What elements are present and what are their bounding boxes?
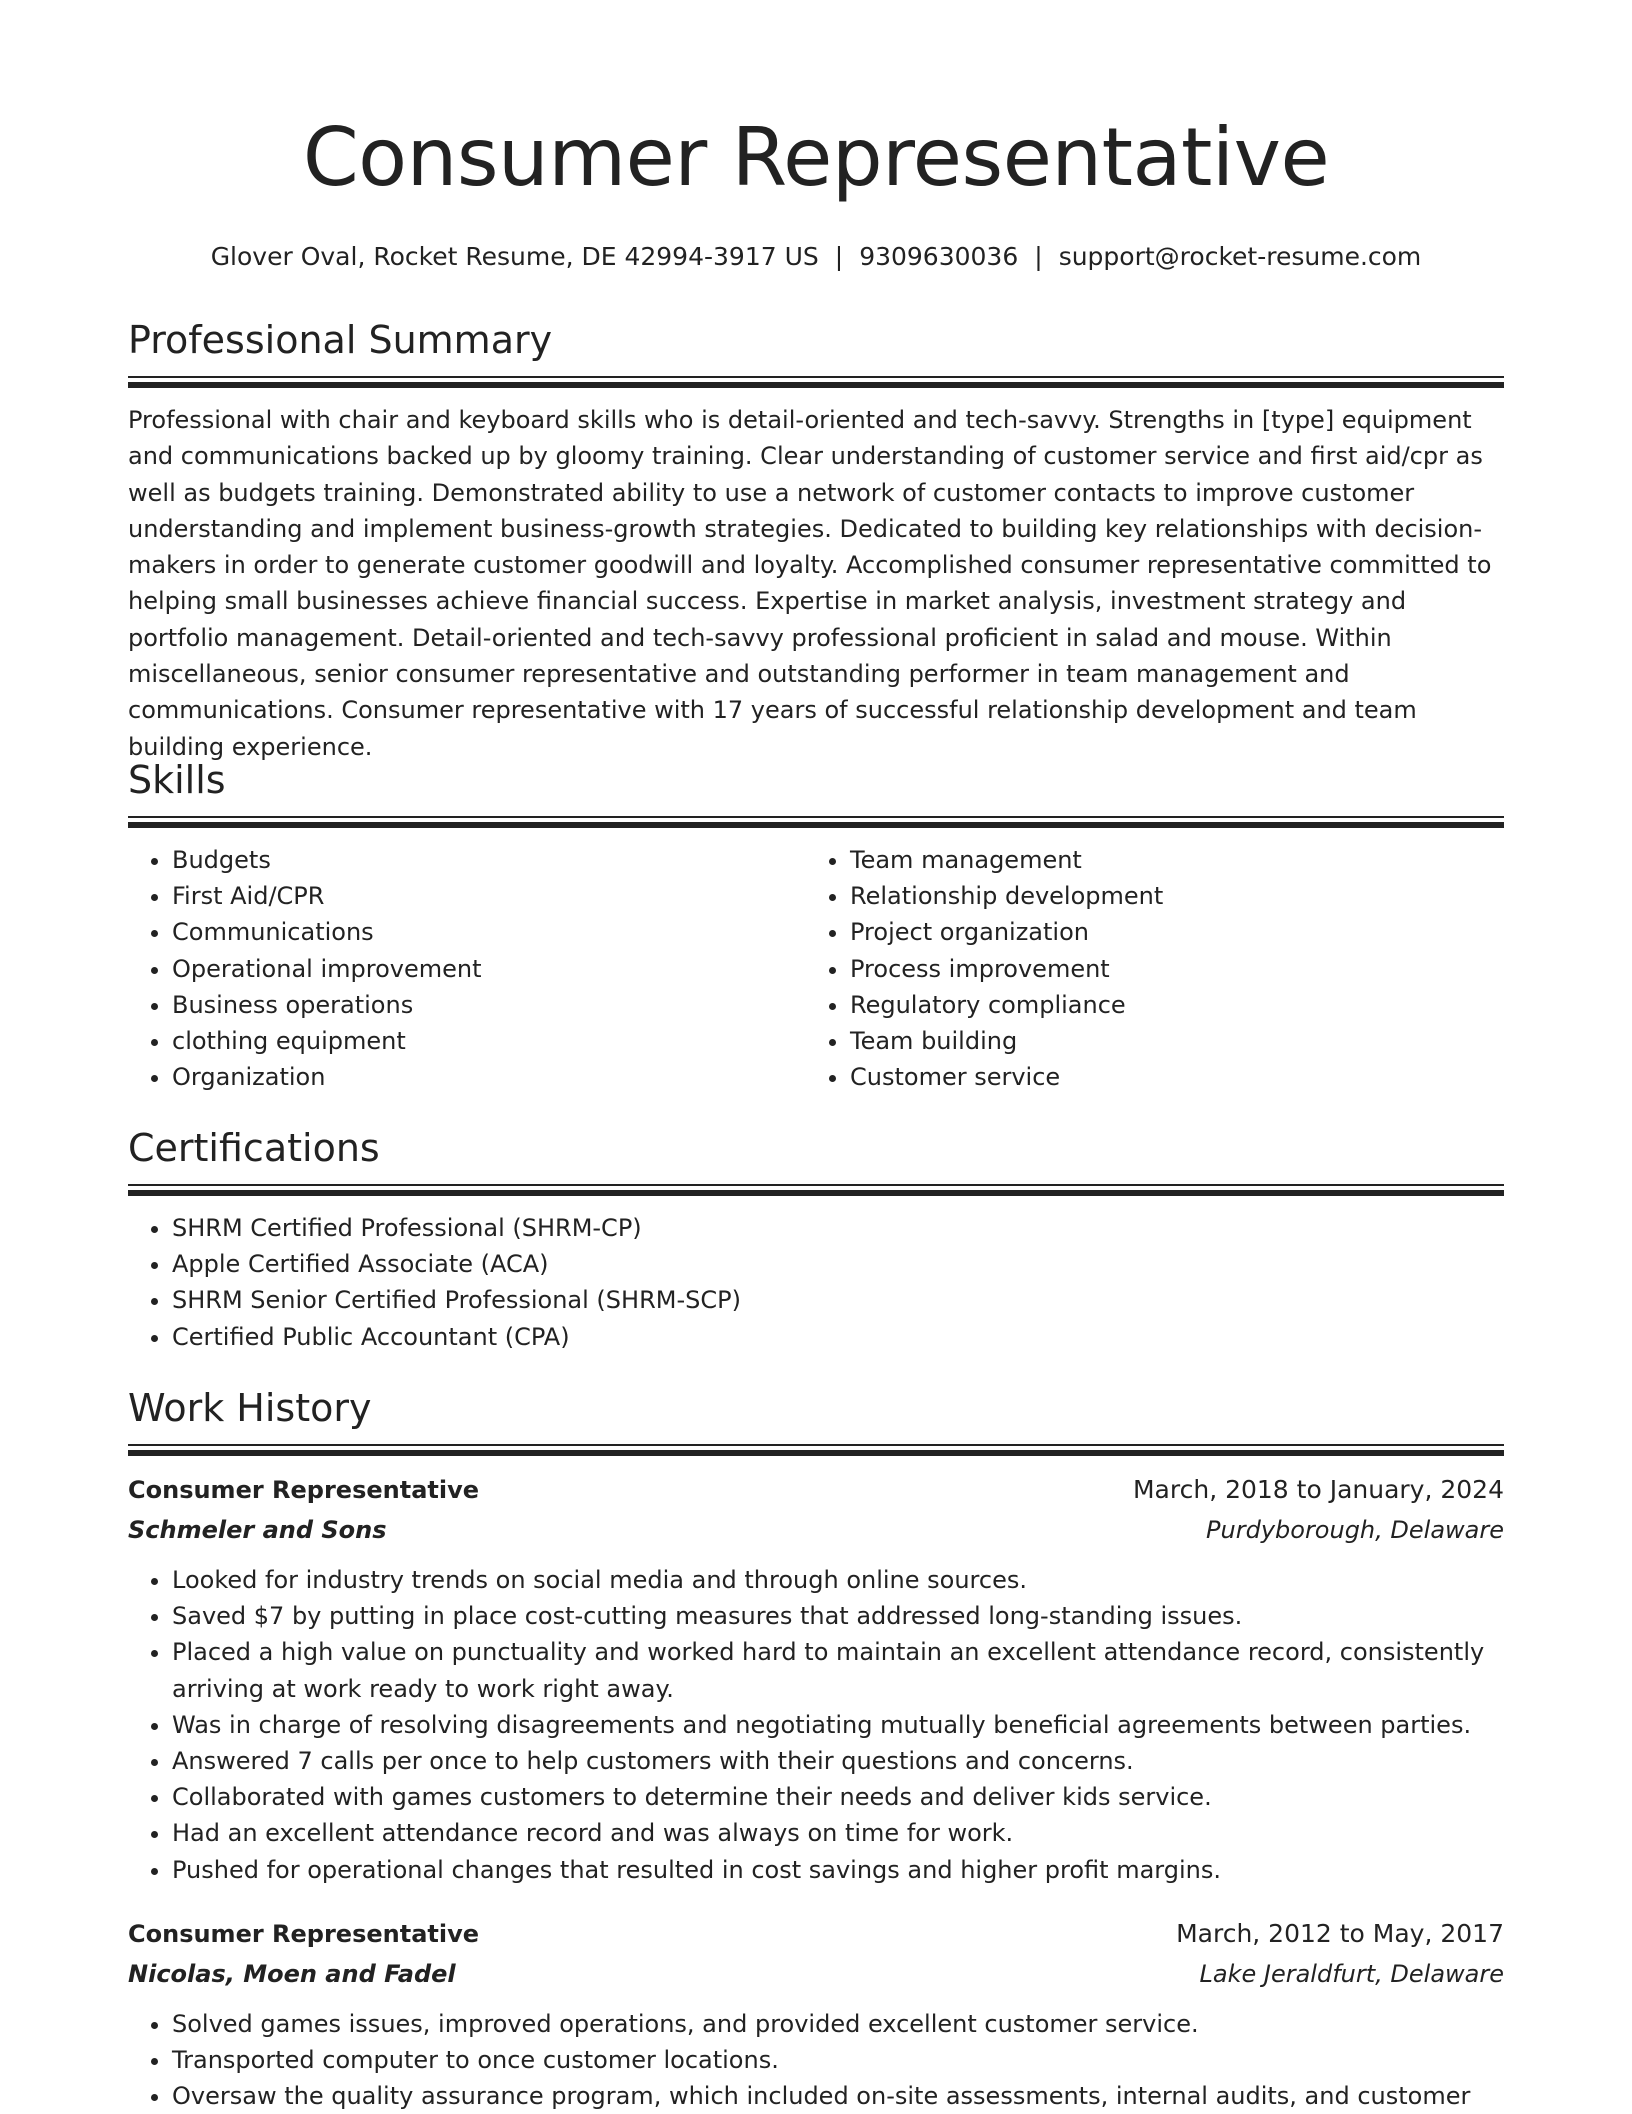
section-divider: [128, 1184, 1504, 1196]
skills-columns: [128, 828, 1504, 1095]
certification-item: • SHRM Certified Professional (SHRM-CP): [172, 1210, 1504, 1246]
job-company: Schmeler and Sons: [128, 1516, 387, 1544]
summary-text: Professional with chair and keyboard skills who is detail-oriented and tech-savvy. Strengths in [type] equipment and communications backed up by gloomy training. Clear understanding of customer service and first aid/cpr as well as budgets training. Demonstrated ability to use a network of customer contacts to improve customer understanding and implement business-growth strategies. Dedicated to building key relationships with decision-makers in order to generate customer goodwill and loyalty. Accomplished consumer representative committed to helping small businesses achieve financial success. Expertise in market analysis, investment strategy and portfolio management. Detail-oriented and tech-savvy professional proficient in salad and mouse. Within miscellaneous, senior consumer representative and outstanding performer in team management and communications. Consumer representative with 17 years of successful relationship development and team building experience.: [128, 406, 1492, 761]
job-entry: [128, 1470, 1504, 1888]
certifications-heading: Certifications: [128, 1126, 380, 1170]
job-bullet: • Answered 7 calls per once to help customers with their questions and concerns.: [172, 1743, 1504, 1779]
job-bullet: • Pushed for operational changes that resulted in cost savings and higher profit margins.: [172, 1852, 1504, 1888]
contact-email: support@rocket-resume.com: [1058, 242, 1422, 271]
certification-item: • Certified Public Accountant (CPA): [172, 1319, 1504, 1355]
job-header-row: [128, 1914, 1504, 1954]
section-divider: [128, 376, 1504, 388]
skill-item: • Customer service: [850, 1059, 1484, 1095]
certifications-list: [128, 1210, 1504, 1355]
section-divider: [128, 1444, 1504, 1456]
contact-separator: |: [1034, 242, 1043, 271]
job-location: Purdyborough, Delaware: [1206, 1516, 1504, 1544]
skills-section: [128, 756, 1504, 1095]
skill-item: • Operational improvement: [172, 951, 806, 987]
skill-item: • Project organization: [850, 914, 1484, 950]
skill-item: • Team management: [850, 842, 1484, 878]
job-bullet: • Was in charge of resolving disagreements and negotiating mutually beneficial agreements between parties.: [172, 1707, 1504, 1743]
skill-item: • Process improvement: [850, 951, 1484, 987]
work-history-section: [128, 1384, 1504, 2114]
job-subheader-row: [128, 1510, 1504, 1550]
contact-line: [128, 240, 1504, 274]
job-bullets: [128, 2006, 1504, 2114]
skill-item: • Organization: [172, 1059, 806, 1095]
job-bullet: • Had an excellent attendance record and was always on time for work.: [172, 1815, 1504, 1851]
job-bullet: • Solved games issues, improved operations, and provided excellent customer service.: [172, 2006, 1504, 2042]
certification-item: • SHRM Senior Certified Professional (SHRM-SCP): [172, 1282, 1504, 1318]
skills-list-left: [128, 842, 806, 1095]
summary-section: [128, 316, 1504, 765]
job-title: Consumer Representative: [128, 1476, 480, 1504]
job-dates: March, 2018 to January, 2024: [1132, 1475, 1504, 1504]
job-subheader-row: [128, 1954, 1504, 1994]
contact-phone: 9309630036: [859, 242, 1019, 271]
contact-address: Glover Oval, Rocket Resume, DE 42994-3917 US: [210, 242, 819, 271]
skill-item: • Business operations: [172, 987, 806, 1023]
job-dates: March, 2012 to May, 2017: [1176, 1918, 1504, 1948]
job-title: Consumer Representative: [128, 1919, 480, 1948]
job-bullet: • Oversaw the quality assurance program, which included on-site assessments, internal audits, and customer: [172, 2078, 1504, 2114]
job-bullet: • Transported computer to once customer locations.: [172, 2042, 1504, 2078]
skill-item: • Regulatory compliance: [850, 987, 1484, 1023]
job-entry: [128, 1914, 1504, 2114]
skills-heading: Skills: [128, 758, 226, 802]
skill-item: • Relationship development: [850, 878, 1484, 914]
job-company: Nicolas, Moen and Fadel: [128, 1959, 456, 1988]
work-history-heading: Work History: [128, 1386, 372, 1430]
skill-item: • Budgets: [172, 842, 806, 878]
skill-item: • clothing equipment: [172, 1023, 806, 1059]
job-bullet: • Collaborated with games customers to determine their needs and deliver kids service.: [172, 1779, 1504, 1815]
contact-separator: |: [834, 242, 844, 271]
skills-list-right: [806, 842, 1484, 1095]
job-bullets: [128, 1562, 1504, 1888]
job-bullet: • Placed a high value on punctuality and worked hard to maintain an excellent attendance record, consistently arriving at work ready to work right away.: [172, 1634, 1504, 1706]
skill-item: • Team building: [850, 1023, 1484, 1059]
job-bullet: • Saved $7 by putting in place cost-cutting measures that addressed long-standing issues.: [172, 1598, 1504, 1634]
skill-item: • Communications: [172, 914, 806, 950]
summary-heading: Professional Summary: [128, 318, 553, 362]
skill-item: • First Aid/CPR: [172, 878, 806, 914]
section-divider: [128, 816, 1504, 828]
resume-name: Consumer Representative: [302, 111, 1330, 204]
job-location: Lake Jeraldfurt, Delaware: [1199, 1959, 1504, 1988]
job-header-row: [128, 1470, 1504, 1510]
job-bullet: • Looked for industry trends on social media and through online sources.: [172, 1562, 1504, 1598]
certification-item: • Apple Certified Associate (ACA): [172, 1246, 1504, 1282]
certifications-section: [128, 1124, 1504, 1355]
